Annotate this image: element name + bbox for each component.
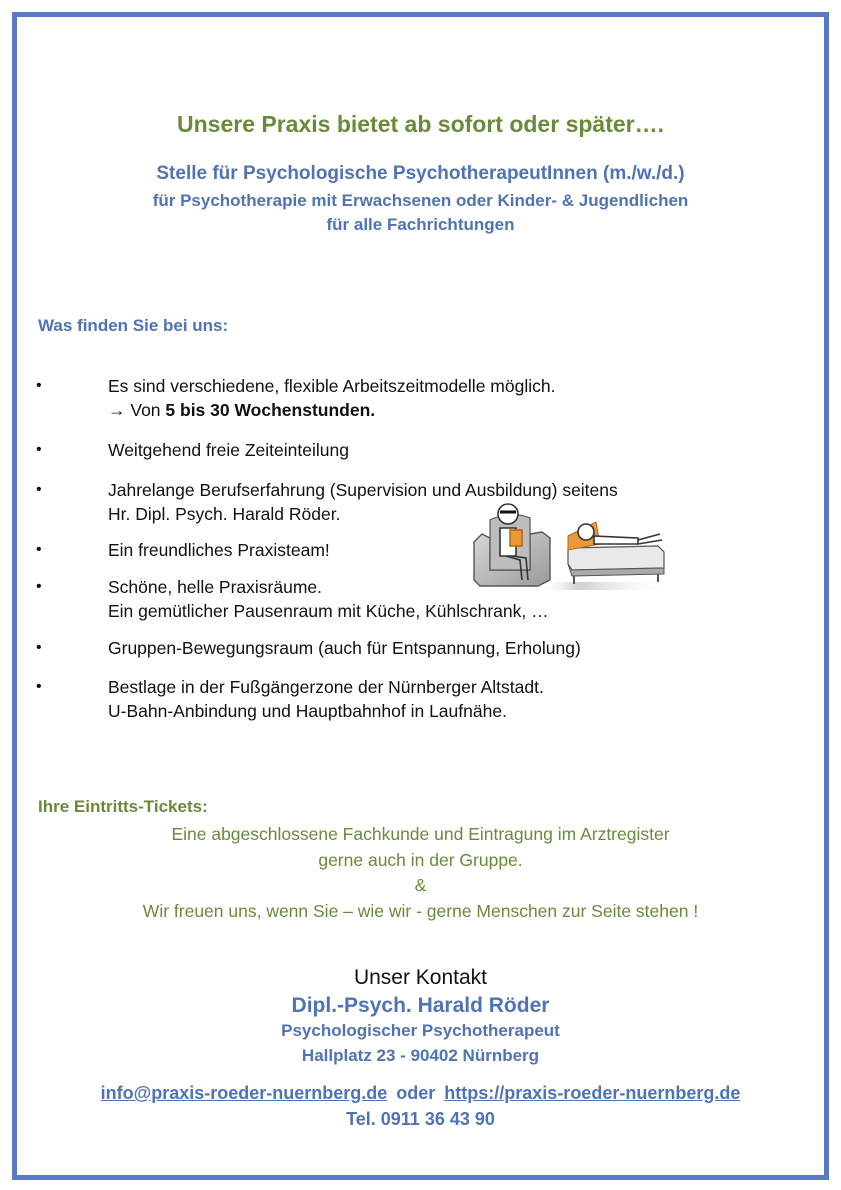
position-title: Stelle für Psychologische PsychotherapeutInnen (m./w./d.) [156,163,685,184]
contact-links [0,1083,841,1104]
bullet: • [36,377,42,394]
list-item [108,538,330,562]
list-item-text: Jahrelange Berufserfahrung (Supervision und Ausbildung) seitens [108,480,618,500]
list-item-text: Ein freundliches Praxisteam! [108,540,330,560]
website-link[interactable]: https://praxis-roeder-nuernberg.de [444,1083,741,1103]
list-item [108,636,581,660]
bullet: • [36,481,42,498]
offers-heading: Was finden Sie bei uns: [38,316,229,335]
list-item-text: Schöne, helle Praxisräume. [108,577,322,597]
contact-label: Unser Kontakt [353,966,488,989]
bullet: • [36,678,42,695]
contact-title: Psychologischer Psychotherapeut [281,1021,560,1040]
tickets-line-2: gerne auch in der Gruppe. [318,850,523,870]
tickets-ampersand: & [414,875,427,895]
list-item [108,675,544,723]
list-item-text [108,398,555,422]
bullet: • [36,639,42,656]
contact-name: Dipl.-Psych. Harald Röder [291,994,550,1017]
tickets-line-3: Wir freuen uns, wenn Sie – wie wir - gerne Menschen zur Seite stehen ! [142,901,699,921]
list-item [108,438,349,462]
bullet: • [36,541,42,558]
list-item-text: Es sind verschiedene, flexible Arbeitszeitmodelle möglich. [108,376,556,396]
headline: Unsere Praxis bietet ab sofort oder später…. [177,111,664,137]
hours-range: 5 bis 30 Wochenstunden. [165,400,376,420]
tickets-heading: Ihre Eintritts-Tickets: [38,797,208,816]
list-item [108,374,555,422]
tickets-line-1: Eine abgeschlossene Fachkunde und Eintragung im Arztregister [171,824,670,844]
list-item-text: Hr. Dipl. Psych. Harald Röder. [108,504,341,524]
email-link[interactable]: info@praxis-roeder-nuernberg.de [100,1083,388,1103]
list-item-text: Gruppen-Bewegungsraum (auch für Entspannung, Erholung) [108,638,581,658]
contact-phone: Tel. 0911 36 43 90 [346,1109,495,1129]
list-item-text: Ein gemütlicher Pausenraum mit Küche, Kühlschrank, … [108,601,549,621]
list-item-text: Weitgehend freie Zeiteinteilung [108,440,349,460]
list-item-text: Bestlage in der Fußgängerzone der Nürnberger Altstadt. [108,677,544,697]
contact-address: Hallplatz 23 - 90402 Nürnberg [301,1046,540,1065]
position-scope: für Psychotherapie mit Erwachsenen oder Kinder- & Jugendlichen [152,191,689,210]
or-text: oder [396,1083,436,1103]
bullet: • [36,578,42,595]
bullet: • [36,441,42,458]
list-item-text: U-Bahn-Anbindung und Hauptbahnhof in Laufnähe. [108,701,507,721]
arrow-text: → Von [108,400,166,420]
position-fields: für alle Fachrichtungen [326,215,515,234]
therapy-session-illustration [468,498,674,594]
